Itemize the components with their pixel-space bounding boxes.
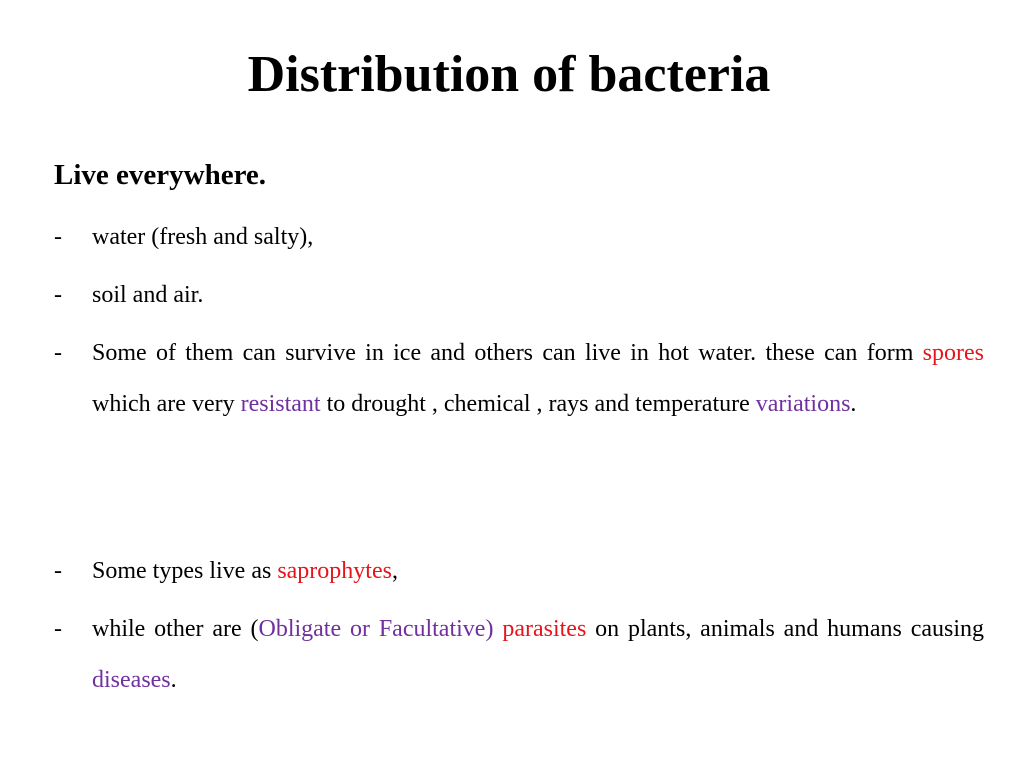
bullet-text	[92, 546, 984, 597]
highlight-resistant: resistant	[240, 391, 321, 417]
bullet-dash: -	[54, 340, 62, 366]
text-segment: to drought , chemical , rays and temperature	[320, 391, 756, 417]
text-segment: .	[850, 391, 857, 417]
bullet-item-soil	[54, 270, 984, 321]
bullet-item-parasites	[54, 604, 984, 706]
highlight-diseases: diseases	[92, 667, 171, 693]
text-segment	[493, 616, 502, 642]
bullet-dash: -	[54, 616, 62, 642]
bullet-text	[92, 328, 984, 430]
bullet-dash: -	[54, 224, 62, 250]
bullet-text	[92, 270, 984, 321]
bullet-text	[92, 604, 984, 706]
highlight-saprophytes: saprophytes	[277, 558, 392, 584]
bullet-dash: -	[54, 558, 62, 584]
bullet-item-survival	[54, 328, 984, 430]
text-segment: Some types live as	[92, 558, 278, 584]
highlight-variations: variations	[755, 391, 851, 417]
slide-title: Distribution of bacteria	[247, 46, 771, 103]
bullet-dash: -	[54, 282, 62, 308]
subheading: Live everywhere.	[54, 159, 267, 191]
text-segment: water (fresh and salty),	[92, 224, 314, 250]
text-segment: on plants, animals and humans causing	[586, 616, 985, 642]
text-segment: Some of them can survive in ice and others can live in hot water. these can form	[92, 340, 923, 366]
highlight-parasites: parasites	[502, 616, 587, 642]
text-segment: .	[170, 667, 177, 693]
highlight-spores: spores	[922, 340, 984, 366]
bullet-text	[92, 212, 984, 263]
text-segment: which are very	[92, 391, 241, 417]
text-segment: soil and air.	[92, 282, 204, 308]
bullet-item-saprophytes	[54, 546, 984, 597]
highlight-obligate-facultative: Obligate or Facultative)	[258, 616, 494, 642]
text-segment: ,	[391, 558, 398, 584]
text-segment: while other are (	[92, 616, 259, 642]
bullet-item-water	[54, 212, 984, 263]
